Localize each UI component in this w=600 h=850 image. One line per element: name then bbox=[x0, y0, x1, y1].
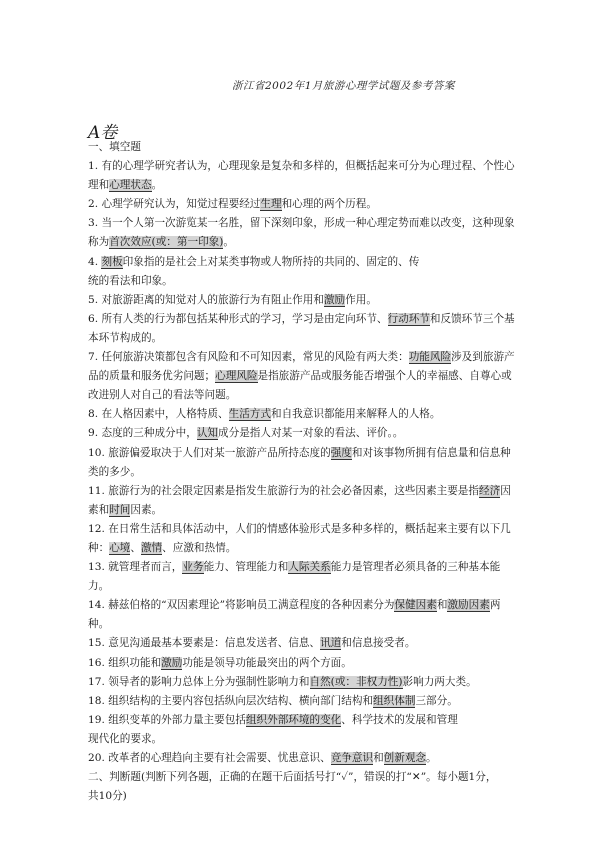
question-4-line-2: 统的看法和印象。 bbox=[88, 274, 173, 287]
answer-11a: 经济 bbox=[479, 484, 501, 497]
question-17: 17. 领导者的影响力总体上分为强制性影响力和自然(或：非权力性)影响力两大类。 bbox=[88, 675, 477, 688]
document-title: 浙江省2002年1月旅游心理学试题及参考答案 bbox=[232, 80, 455, 92]
section-label: A卷 bbox=[88, 123, 118, 143]
question-8: 8. 在人格因素中，人格特质、生活方式和自我意识都能用来解释人的人格。 bbox=[88, 408, 441, 421]
question-13-line-1: 13. 就管理者而言，业务能力、管理能力和人际关系能力是管理者必须具备的三种基本能 bbox=[88, 561, 501, 574]
question-3-line-1: 3. 当一个人第一次游览某一名胜，留下深刻印象，形成一种心理定势而难以改变，这种现象 bbox=[88, 217, 515, 230]
question-5: 5. 对旅游距离的知觉对人的旅游行为有阻止作用和激励作用。 bbox=[88, 293, 377, 306]
question-18: 18. 组织结构的主要内容包括纵向层次结构、横向部门结构和组织体制三部分。 bbox=[88, 694, 458, 707]
answer-6: 行动环节 bbox=[387, 312, 430, 325]
question-3-line-2: 称为首次效应(或：第一印象)。 bbox=[88, 236, 234, 249]
answer-20b: 创新观念 bbox=[383, 752, 427, 764]
question-14-line-2: 种。 bbox=[88, 618, 110, 631]
question-15: 15. 意见沟通最基本要素是：信息发送者、信息、讯道和信息接受者。 bbox=[88, 637, 416, 650]
answer-17: 自然(或：非权力性) bbox=[309, 675, 403, 688]
question-19-line-2: 现代化的要求。 bbox=[88, 732, 163, 745]
answer-12a: 心境 bbox=[109, 541, 131, 554]
question-13-line-2: 力。 bbox=[88, 580, 110, 593]
answer-12b: 激情 bbox=[140, 541, 163, 554]
heading-fill-in: 一、填空题 bbox=[88, 141, 141, 153]
answer-7a: 功能风险 bbox=[408, 351, 452, 364]
answer-1: 心理状态 bbox=[109, 179, 152, 192]
question-4-line-1: 4. 刻板印象指的是社会上对某类事物或人物所持的共同的、固定的、传 bbox=[88, 255, 420, 268]
question-list bbox=[88, 138, 516, 806]
question-1-line-2: 理和心理状态。 bbox=[88, 179, 163, 192]
answer-14b: 激励因素 bbox=[447, 599, 490, 612]
question-1-line-1: 1. 有的心理学研究者认为，心理现象是复杂和多样的，但概括起来可分为心理过程、个性心 bbox=[88, 160, 515, 173]
answer-5: 激励 bbox=[323, 293, 346, 306]
answer-11b: 时间 bbox=[109, 503, 131, 516]
answer-20a: 竞争意识 bbox=[330, 752, 374, 764]
question-9: 9. 态度的三种成分中，认知成分是指人对某一对象的看法、评价。。 bbox=[88, 427, 404, 440]
answer-3: 首次效应(或：第一印象) bbox=[109, 236, 224, 249]
question-6-line-2: 本环节构成的。 bbox=[88, 331, 163, 344]
answer-2: 生理 bbox=[260, 198, 282, 211]
answer-8: 生活方式 bbox=[228, 408, 271, 421]
question-12-line-2: 种：心境、激情、应激和热情。 bbox=[88, 541, 237, 554]
question-20: 20. 改革者的心理趋向主要有社会需要、忧患意识、竞争意识和创新观念。 bbox=[88, 752, 437, 764]
answer-19: 组织外部环境的变化 bbox=[245, 713, 342, 726]
question-7-line-3: 改进别人对自己的看法等问题。 bbox=[88, 389, 237, 402]
answer-13a: 业务 bbox=[182, 561, 204, 574]
heading-true-false-line-2: 共10分) bbox=[88, 790, 127, 803]
answer-10: 强度 bbox=[330, 446, 352, 459]
question-11-line-2: 素和时间因素。 bbox=[88, 503, 163, 516]
answer-9: 认知 bbox=[196, 427, 219, 440]
question-16: 16. 组织功能和激励功能是领导功能最突出的两个方面。 bbox=[88, 656, 352, 669]
answer-15: 讯道 bbox=[320, 637, 342, 650]
answer-18: 组织体制 bbox=[373, 694, 416, 707]
question-19-line-1: 19. 组织变革的外部力量主要包括组织外部环境的变化、科学技术的发展和管理 bbox=[88, 713, 458, 726]
answer-14a: 保健因素 bbox=[394, 599, 437, 612]
question-2: 2. 心理学研究认为，知觉过程要经过生理和心理的两个历程。 bbox=[88, 198, 377, 211]
question-7-line-1: 7. 任何旅游决策都包含有风险和不可知因素，常见的风险有两大类：功能风险涉及到旅游产 bbox=[88, 351, 515, 364]
question-10-line-1: 10. 旅游偏爱取决于人们对某一旅游产品所持态度的强度和对该事物所拥有信息量和信息种 bbox=[88, 446, 511, 459]
answer-16: 激励 bbox=[161, 656, 183, 669]
question-7-line-2: 品的质量和服务优劣问题；心理风险是指旅游产品或服务能否增强个人的幸福感、自尊心或 bbox=[88, 370, 512, 383]
answer-4: 刻板 bbox=[101, 255, 123, 268]
question-10-line-2: 类的多少。 bbox=[88, 465, 141, 478]
question-11-line-1: 11. 旅游行为的社会限定因素是指发生旅游行为的社会必备因素，这些因素主要是指经济因 bbox=[88, 484, 511, 497]
answer-13b: 人际关系 bbox=[288, 561, 331, 574]
question-14-line-1: 14. 赫兹伯格的“双因素理论”将影响员工满意程度的各种因素分为保健因素和激励因素两 bbox=[88, 599, 501, 612]
question-6-line-1: 6. 所有人类的行为都包括某种形式的学习，学习是由定向环节、行动环节和反馈环节三个基 bbox=[88, 312, 515, 325]
answer-7b: 心理风险 bbox=[215, 370, 258, 383]
heading-true-false-line-1: 二、判断题(判断下列各题，正确的在题干后面括号打“✓”，错误的打“✕”。每小题1分， bbox=[88, 771, 497, 784]
question-12-line-1: 12. 在日常生活和具体活动中，人们的情感体验形式是多种多样的，概括起来主要有以下几 bbox=[88, 522, 511, 535]
